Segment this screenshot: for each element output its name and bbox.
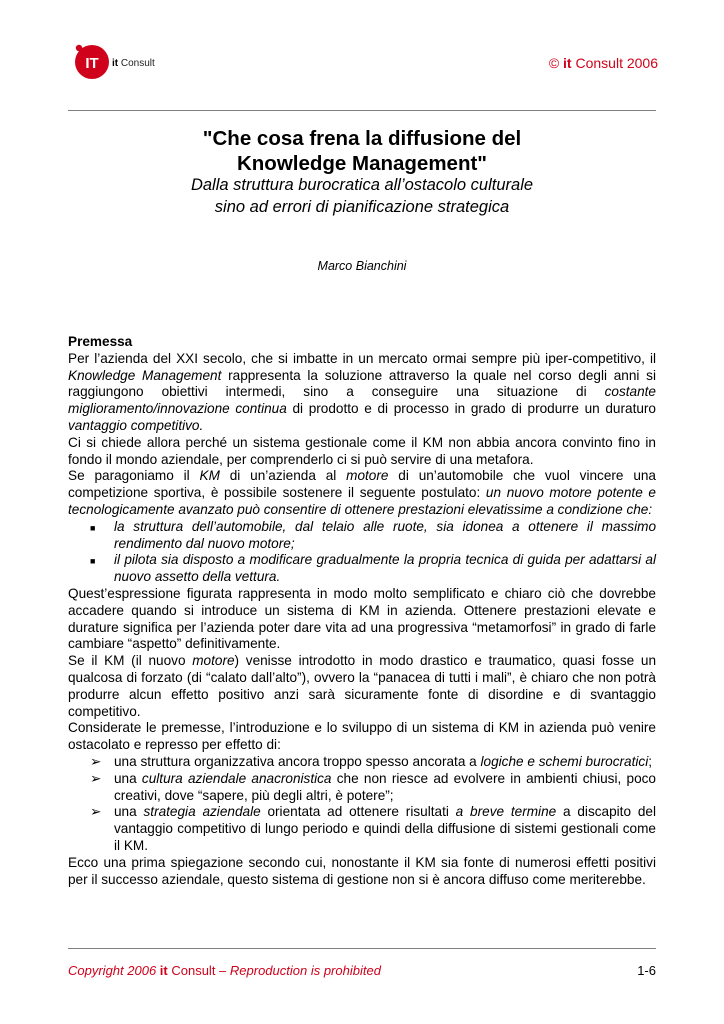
author-name: Marco Bianchini bbox=[317, 259, 407, 273]
page-number: 1-6 bbox=[637, 963, 656, 978]
logo-mark-text: IT bbox=[85, 55, 99, 72]
paragraph-3: Se paragoniamo il KM di un’azienda al motore di un’automobile che vuol vincere una competizione sportiva, è possibile sostenere il seguente postulato: un nuovo motore potente e tecnologicamente avanzato può consentire di ottenere prestazioni elevatissime a condizione che: bbox=[68, 468, 656, 517]
list-item: ■ il pilota sia disposto a modificare gradualmente la propria tecnica di guida per adattarsi al nuovo assetto della vettura. bbox=[90, 552, 656, 585]
paragraph-6: Considerate le premesse, l’introduzione e lo sviluppo di un sistema di KM in azienda può venire ostacolato e represso per effetto di: bbox=[68, 720, 656, 753]
paragraph-2: Ci si chiede allora perché un sistema gestionale come il KM non abbia ancora convinto fino in fondo il mondo aziendale, per comprenderlo ci si può servire di una metafora. bbox=[68, 434, 656, 467]
square-bullet-icon: ■ bbox=[90, 556, 96, 567]
document-subtitle: Dalla struttura burocratica all’ostacolo culturale sino ad errori di pianificazione strategica bbox=[190, 176, 534, 216]
arrow-bullet-icon: ➢ bbox=[90, 753, 102, 769]
document-body bbox=[68, 334, 656, 888]
logo-text: it Consult bbox=[112, 58, 155, 69]
condition-list bbox=[68, 519, 656, 586]
section-heading: Premessa bbox=[68, 334, 133, 349]
it-consult-logo bbox=[70, 40, 190, 84]
arrow-bullet-icon: ➢ bbox=[90, 804, 102, 820]
paragraph-1: Per l’azienda del XXI secolo, che si imbatte in un mercato ormai sempre più iper-competitivo, il Knowledge Management rappresenta la soluzione attraverso la quale nel corso degli anni si raggiungono obiettivi intermedi, sino a conseguire una situazione di costante miglioramento/innovazione continua di prodotto e di processo in grado di produrre un duraturo vantaggio competitivo. bbox=[68, 350, 656, 433]
paragraph-5: Se il KM (il nuovo motore) venisse introdotto in modo drastico e traumatico, quasi fosse un qualcosa di forzato (di “calato dall’alto”), ovvero la “panacea di tutti i mali”, è chiaro che non potrà produrre alcun effetto positivo anzi sarà sicuramente fonte di disordine e di svantaggio competitivo. bbox=[68, 653, 657, 719]
header-divider bbox=[68, 110, 656, 111]
list-item: ➢ una strategia aziendale orientata ad ottenere risultati a breve termine a discapito del vantaggio competitivo di lungo periodo e quindi della diffusione di sistemi gestionali come il KM. bbox=[90, 804, 656, 853]
arrow-bullet-icon: ➢ bbox=[90, 770, 102, 786]
footer-divider bbox=[68, 948, 656, 949]
paragraph-7: Ecco una prima spiegazione secondo cui, nonostante il KM sia fonte di numerosi effetti positivi per il successo aziendale, questo sistema di gestione non si è ancora diffuso come meriterebbe. bbox=[68, 854, 656, 887]
list-item: ■ la struttura dell’automobile, dal telaio alle ruote, sia idonea a ottenere il massimo rendimento dal nuovo motore; bbox=[90, 518, 656, 551]
list-item: ➢ una cultura aziendale anacronistica che non riesce ad evolvere in ambienti chiusi, poco creativi, dove “sapere, più degli altri, è potere”; bbox=[90, 770, 656, 803]
it-consult-logo-icon bbox=[70, 40, 110, 80]
document-title: "Che cosa frena la diffusione del Knowledge Management" bbox=[202, 127, 522, 175]
list-item: ➢ una struttura organizzativa ancora troppo spesso ancorata a logiche e schemi burocratici; bbox=[90, 753, 653, 769]
paragraph-4: Quest’espressione figurata rappresenta in modo molto semplificato e chiaro ciò che dovrebbe accadere quando si introduce un sistema di KM in azienda. Ottenere prestazioni elevate e durature significa per l’azienda poter dare vita ad una progressiva “metamorfosi” in grado di farle cambiare “aspetto” definitivamente. bbox=[68, 585, 656, 652]
square-bullet-icon: ■ bbox=[90, 522, 96, 533]
obstacle-list bbox=[68, 754, 656, 855]
footer-copyright: Copyright 2006 it Consult – Reproduction is prohibited bbox=[68, 963, 381, 978]
header-copyright: © it Consult 2006 bbox=[548, 55, 658, 71]
